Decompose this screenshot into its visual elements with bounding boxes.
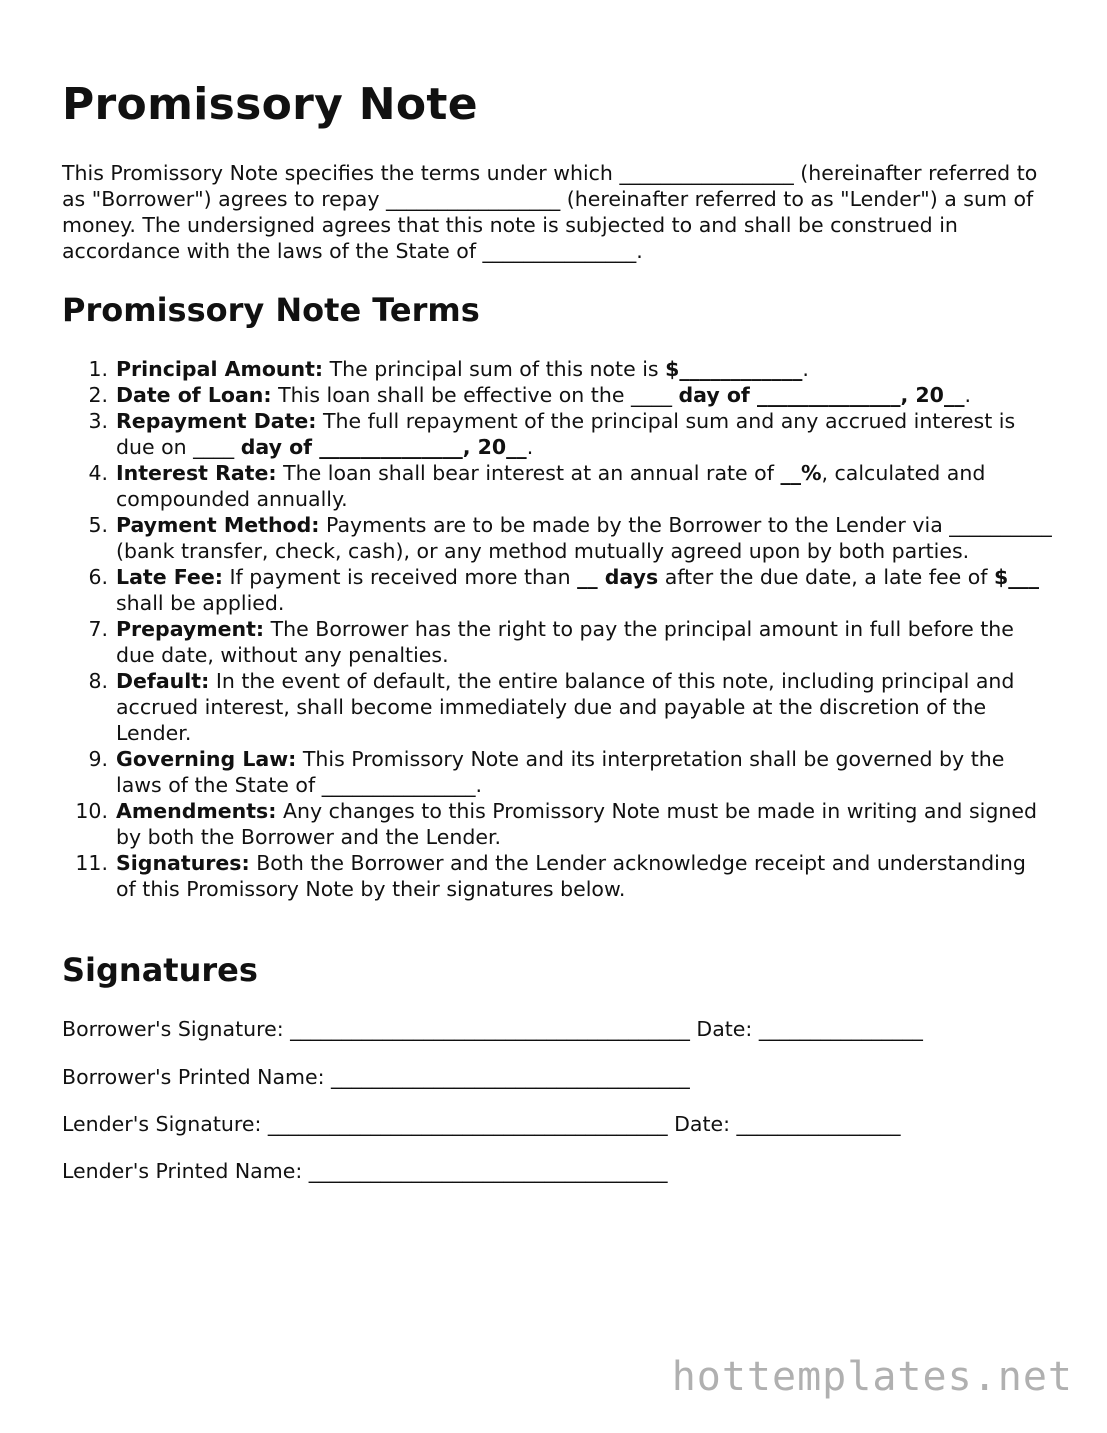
term-item-governing-law: 9. Governing Law: This Promissory Note and its interpretation shall be governed by the laws of the State of _______________. [88,747,1005,797]
signatures-heading: Signatures [62,951,258,989]
term-item-default: 8. Default: In the event of default, the entire balance of this note, including principal and accrued interest, shall become immediately due and payable at the discretion of the Lender. [88,669,1015,745]
term-item-payment-method: 5. Payment Method: Payments are to be made by the Borrower to the Lender via __________ (bank transfer, check, cash), or any method mutually agreed upon by both parties. [88,513,1052,563]
watermark-text: hottemplates.net [671,1354,1073,1400]
borrower-printed-name-line: Borrower's Printed Name: ___________________________________ [62,1065,690,1089]
lender-signature-line: Lender's Signature: _______________________________________ Date: ________________ [62,1112,901,1136]
lender-printed-name-line: Lender's Printed Name: ___________________________________ [62,1159,668,1183]
term-item-late-fee: 6. Late Fee: If payment is received more than __ days after the due date, a late fee of $___ shall be applied. [88,565,1040,615]
term-item-principal-amount: 1. Principal Amount: The principal sum of this note is $____________. [88,357,809,381]
term-item-repayment-date: 3. Repayment Date: The full repayment of the principal sum and any accrued interest is due on ____ day of ______________, 20__. [88,409,1016,459]
term-item-date-of-loan: 2. Date of Loan: This loan shall be effective on the ____ day of ______________, 20__. [88,383,971,407]
terms-list [62,356,1052,902]
term-item-prepayment: 7. Prepayment: The Borrower has the right to pay the principal amount in full before the due date, without any penalties. [88,617,1014,667]
borrower-signature-line: Borrower's Signature: _______________________________________ Date: ________________ [62,1017,923,1041]
document-title: Promissory Note [62,79,478,130]
term-item-interest-rate: 4. Interest Rate: The loan shall bear interest at an annual rate of __%, calculated and compounded annually. [88,461,986,511]
term-item-amendments: 10. Amendments: Any changes to this Promissory Note must be made in writing and signed by both the Borrower and the Lender. [75,799,1037,849]
term-item-signatures: 11. Signatures: Both the Borrower and the Lender acknowledge receipt and understanding of this Promissory Note by their signatures below. [75,851,1026,901]
intro-paragraph: This Promissory Note specifies the terms under which _________________ (hereinafter referred to as "Borrower") agrees to repay _________________ (hereinafter referred to as "Lender") a sum of money. The undersigned agrees that this note is subjected to and shall be construed in accordance with the laws of the State of _______________. [62,161,1038,263]
terms-heading: Promissory Note Terms [62,291,480,329]
